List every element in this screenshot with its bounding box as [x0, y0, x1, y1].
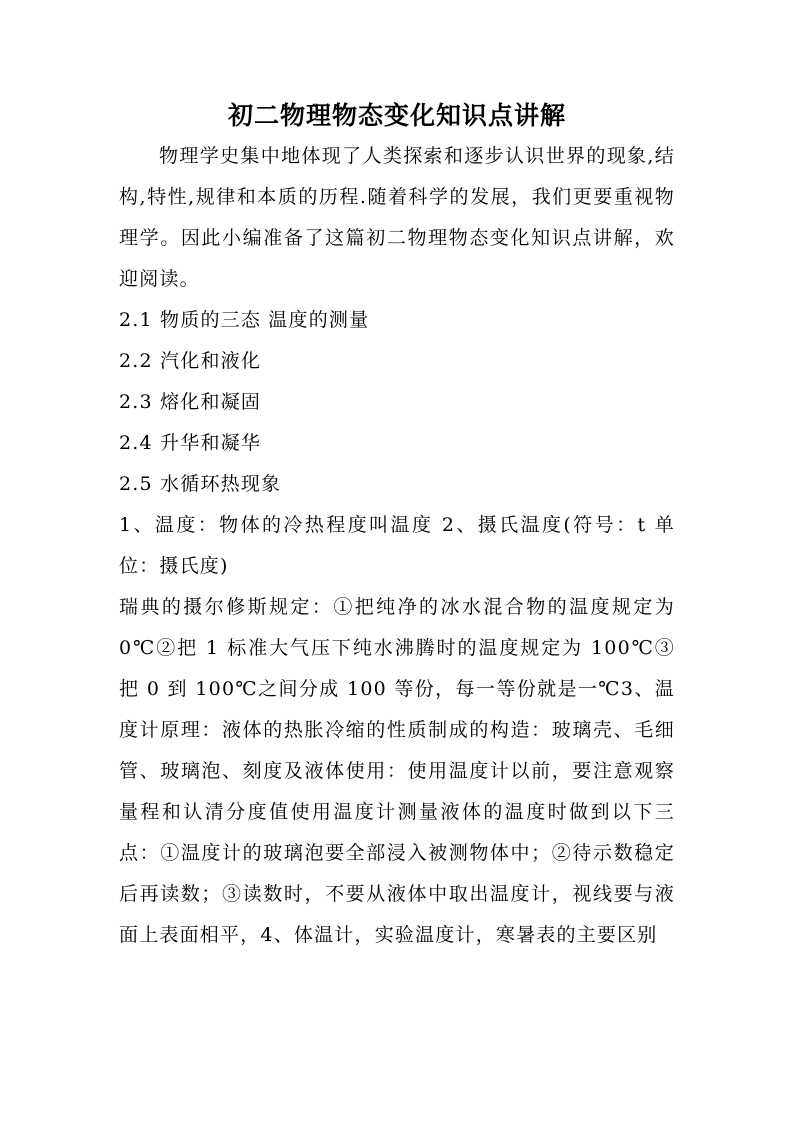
intro-paragraph: 物理学史集中地体现了人类探索和逐步认识世界的现象,结构,特性,规律和本质的历程.随着科学的发展，我们更要重视物理学。因此小编准备了这篇初二物理物态变化知识点讲解，欢迎阅读。	[119, 145, 675, 290]
section-item-2-3: 2.3 熔化和凝固	[119, 391, 262, 413]
document-body	[119, 136, 675, 956]
temperature-definition-paragraph: 1、温度：物体的冷热程度叫温度 2、摄氏温度(符号：t 单位：摄氏度)	[119, 514, 675, 577]
document-title: 初二物理物态变化知识点讲解	[227, 101, 566, 130]
section-item-2-1: 2.1 物质的三态 温度的测量	[119, 309, 370, 331]
section-item-2-2: 2.2 汽化和液化	[119, 350, 262, 372]
section-item-2-4: 2.4 升华和凝华	[119, 432, 262, 454]
celsius-thermometer-paragraph: 瑞典的摄尔修斯规定：①把纯净的冰水混合物的温度规定为 0℃②把 1 标准大气压下纯水沸腾时的温度规定为 100℃③把 0 到 100℃之间分成 100 等份，每一等份就是一℃3、温度计原理：液体的热胀冷缩的性质制成的构造：玻璃壳、毛细管、玻璃泡、刻度及液体使用：使用温度计以前，要注意观察量程和认清分度值使用温度计测量液体的温度时做到以下三点：①温度计的玻璃泡要全部浸入被测物体中；②待示数稳定后再读数；③读数时，不要从液体中取出温度计，视线要与液面上表面相平，4、体温计，实验温度计，寒暑表的主要区别	[119, 596, 675, 946]
section-item-2-5: 2.5 水循环热现象	[119, 473, 282, 495]
